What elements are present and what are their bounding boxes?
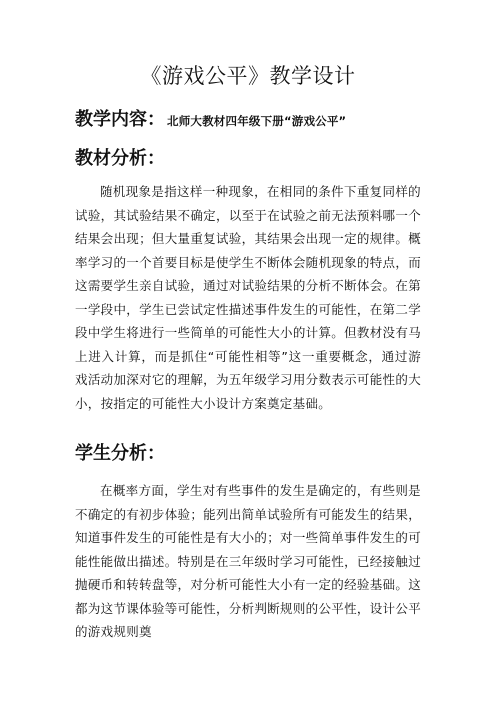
teaching-content-line: [75, 108, 346, 132]
section-paragraph-student-analysis: 在概率方面，学生对有些事件的发生是确定的，有些则是不确定的有初步体验；能列出简单试验所有可能发生的结果，知道事件发生的可能性是有大小的；对一些简单事件发生的可能性能做出描述。特别是在三年级时学习可能性，已经接触过抛硬币和转转盘等，对分析可能性大小有一定的经验基础。这都为这节课体验等可能性，分析判断规则的公平性，设计公平的游戏规则奠: [75, 483, 421, 639]
teaching-content-label: 教学内容：: [75, 109, 165, 130]
section-paragraph-textbook-analysis: 随机现象是指这样一种现象，在相同的条件下重复同样的试验，其试验结果不确定，以至于在试验之前无法预料哪一个结果会出现；但大量重复试验，其结果会出现一定的规律。概率学习的一个首要目标是使学生不断体会随机现象的特点，而这需要学生亲自试验，通过对试验结果的分析不断体会。在第一学段中，学生已尝试定性描述事件发生的可能性，在第二学段中学生将进行一些简单的可能性大小的计算。但教材没有马上进入计算，而是抓住“可能性相等”这一重要概念，通过游戏活动加深对它的理解，为五年级学习用分数表示可能性的大小，按指定的可能性大小设计方案奠定基础。: [75, 184, 421, 411]
document-title: 《游戏公平》教学设计: [140, 64, 356, 88]
teaching-content-value: 北师大教材四年级下册“游戏公平”: [167, 114, 347, 128]
section-heading-textbook-analysis: 教材分析：: [75, 148, 165, 169]
section-heading-student-analysis: 学生分析：: [75, 443, 165, 464]
